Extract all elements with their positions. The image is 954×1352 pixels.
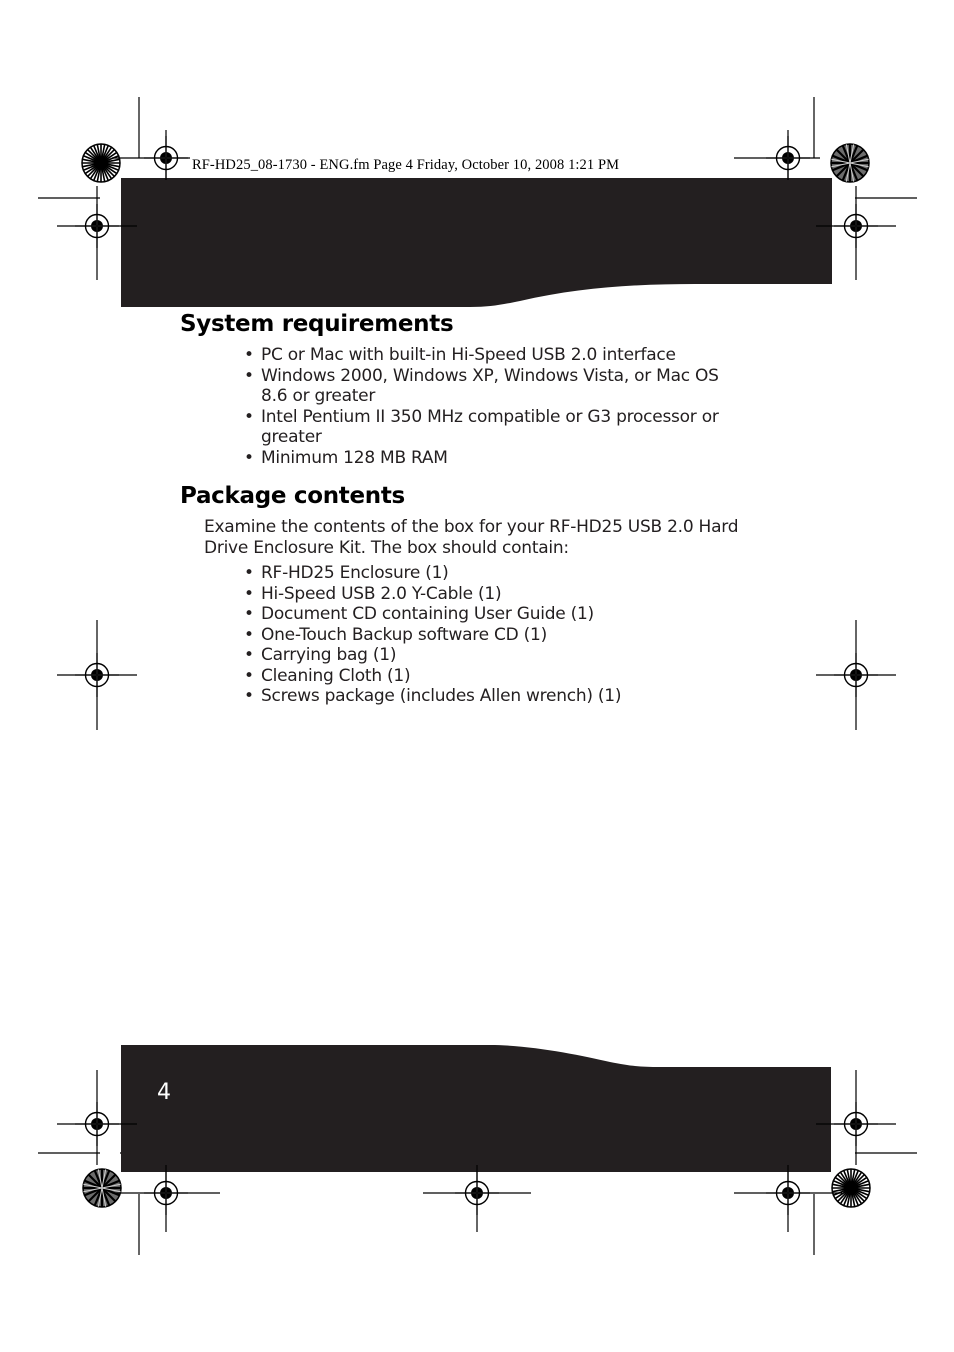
bullet-icon: •: [244, 345, 254, 365]
system-requirements-list: [244, 345, 744, 468]
list-item: • Cleaning Cloth (1): [244, 665, 411, 686]
list-item: • Hi-Speed USB 2.0 Y-Cable (1): [244, 583, 502, 604]
list-item: • Minimum 128 MB RAM: [244, 447, 448, 468]
star-target-icon: [831, 144, 869, 182]
list-item: • Windows 2000, Windows XP, Windows Vista, or Mac OS 8.6 or greater: [244, 365, 719, 406]
bullet-icon: •: [244, 406, 254, 427]
header-band: [121, 178, 832, 307]
star-target-icon: [82, 144, 120, 182]
section-heading-package-contents: Package contents: [180, 483, 405, 509]
package-contents-list: [244, 563, 744, 707]
file-slug-line: RF-HD25_08-1730 - ENG.fm Page 4 Friday, October 10, 2008 1:21 PM: [192, 157, 620, 173]
page-number: 4: [157, 1080, 171, 1105]
bullet-icon: •: [244, 604, 254, 624]
list-item: • Intel Pentium II 350 MHz compatible or G3 processor or greater: [244, 406, 719, 447]
star-target-icon: [83, 1169, 121, 1207]
bullet-icon: •: [244, 624, 254, 645]
section-heading-system-requirements: System requirements: [180, 311, 454, 337]
bullet-icon: •: [244, 686, 254, 706]
bullet-icon: •: [244, 447, 254, 468]
list-item: • One-Touch Backup software CD (1): [244, 624, 547, 645]
bullet-icon: •: [244, 645, 254, 665]
list-item: • Document CD containing User Guide (1): [244, 604, 594, 624]
star-target-icon: [832, 1169, 870, 1207]
list-item: • Screws package (includes Allen wrench) (1): [244, 686, 622, 706]
list-item: • Carrying bag (1): [244, 645, 397, 665]
list-item: • PC or Mac with built-in Hi-Speed USB 2.0 interface: [244, 345, 676, 365]
bullet-icon: •: [244, 365, 254, 386]
bullet-icon: •: [244, 563, 254, 583]
package-contents-intro: Examine the contents of the box for your RF-HD25 USB 2.0 Hard Drive Enclosure Kit. The box should contain:: [204, 517, 739, 558]
bullet-icon: •: [244, 583, 254, 604]
footer-band: [121, 1045, 831, 1172]
bullet-icon: •: [244, 665, 254, 686]
list-item: • RF-HD25 Enclosure (1): [244, 563, 449, 583]
